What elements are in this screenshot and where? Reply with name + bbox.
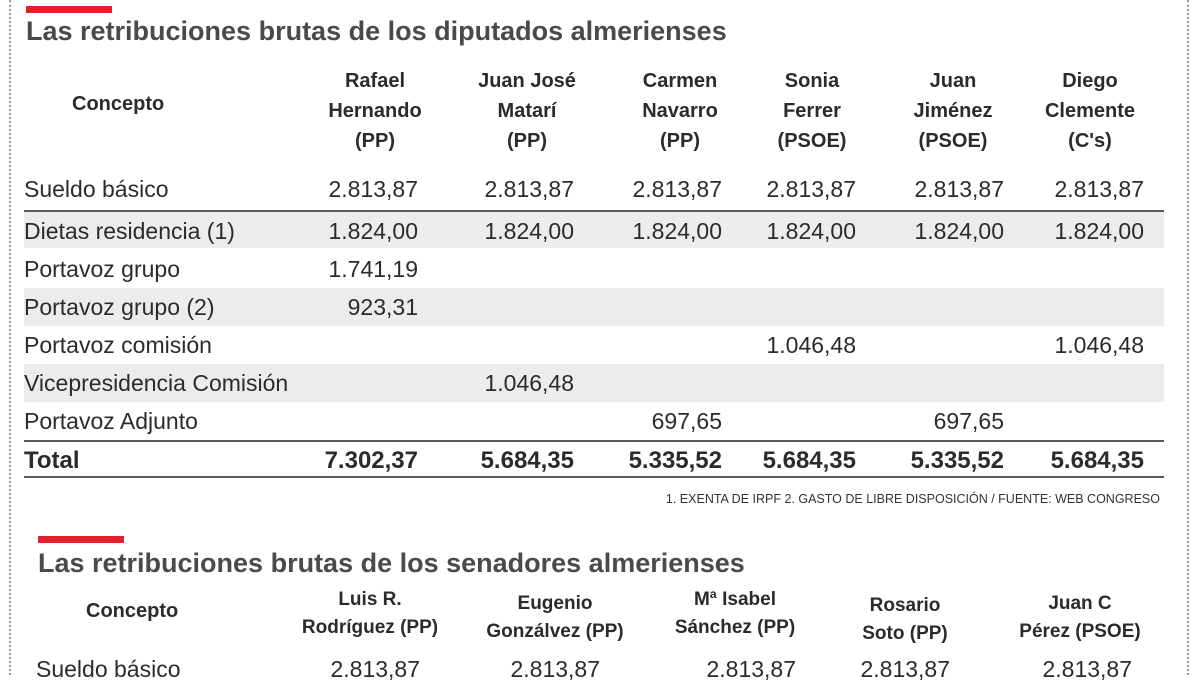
value-cell [278, 364, 418, 402]
column-header-carmen-navarro: Carmen Navarro (PP) [642, 70, 718, 152]
value-cell: 1.046,48 [484, 370, 574, 396]
value-cell [716, 250, 856, 288]
table-row [24, 210, 1164, 248]
total-row [24, 440, 1164, 478]
table-row [36, 650, 1166, 688]
row-label: Vicepresidencia Comisión [24, 370, 289, 396]
value-cell: 2.813,87 [706, 656, 796, 682]
value-cell: 1.046,48 [766, 332, 856, 358]
value-cell: 1.824,00 [328, 218, 418, 244]
value-cell [434, 326, 574, 364]
table-row [24, 364, 1164, 402]
concept-header: Concepto [72, 93, 165, 115]
row-label: Portavoz comisión [24, 332, 212, 358]
value-cell: 5.684,35 [480, 447, 574, 474]
concept-header: Concepto [86, 600, 179, 622]
table-row [24, 288, 1164, 326]
value-cell: 5.335,52 [910, 447, 1004, 474]
column-header-isabel-sanchez: Mª Isabel Sánchez (PP) [674, 589, 796, 638]
value-cell [582, 326, 722, 364]
value-cell [434, 250, 574, 288]
column-header-juan-c-perez: Juan C Pérez (PSOE) [1019, 593, 1141, 642]
value-cell [582, 250, 722, 288]
value-cell: 697,65 [933, 408, 1004, 434]
value-cell: 1.824,00 [484, 218, 574, 244]
column-header-rafael-hernando: Rafael Hernando (PP) [328, 70, 422, 152]
value-cell [716, 402, 856, 440]
table-row [24, 402, 1164, 440]
value-cell: 1.824,00 [766, 218, 856, 244]
value-cell [278, 402, 418, 440]
value-cell: 923,31 [347, 294, 418, 320]
column-header-luis-rodriguez: Luis R. Rodríguez (PP) [301, 589, 439, 638]
row-label: Portavoz grupo [24, 256, 180, 282]
value-cell: 2.813,87 [632, 176, 722, 202]
value-cell [1004, 250, 1144, 288]
row-label: Dietas residencia (1) [24, 218, 235, 244]
value-cell: 5.335,52 [628, 447, 722, 474]
value-cell: 5.684,35 [1050, 447, 1144, 474]
value-cell: 1.824,00 [914, 218, 1004, 244]
column-header-juan-jose-matari: Juan José Matarí (PP) [478, 70, 576, 152]
value-cell [864, 250, 1004, 288]
value-cell: 2.813,87 [860, 656, 950, 682]
value-cell [1004, 364, 1144, 402]
table-row [24, 250, 1164, 288]
value-cell: 1.824,00 [1054, 218, 1144, 244]
value-cell [864, 288, 1004, 326]
value-cell: 2.813,87 [510, 656, 600, 682]
row-label: Total [24, 447, 80, 474]
value-cell: 2.813,87 [1042, 656, 1132, 682]
value-cell: 697,65 [651, 408, 722, 434]
value-cell [434, 402, 574, 440]
row-label: Sueldo básico [24, 176, 169, 202]
value-cell [582, 364, 722, 402]
deputies-title: Las retribuciones brutas de los diputados almerienses [26, 16, 727, 46]
value-cell: 2.813,87 [330, 656, 420, 682]
value-cell: 1.824,00 [632, 218, 722, 244]
column-header-diego-clemente: Diego Clemente (C's) [1044, 70, 1136, 152]
column-header-sonia-ferrer: Sonia Ferrer (PSOE) [777, 70, 847, 152]
value-cell: 2.813,87 [1054, 176, 1144, 202]
value-cell [716, 364, 856, 402]
value-cell [582, 288, 722, 326]
red-accent-bar [38, 536, 124, 543]
value-cell [1004, 402, 1144, 440]
right-dotted-border [1187, 0, 1189, 675]
value-cell: 2.813,87 [484, 176, 574, 202]
footnote: 1. EXENTA DE IRPF 2. GASTO DE LIBRE DISPOSICIÓN / FUENTE: WEB CONGRESO [665, 492, 1160, 506]
column-header-eugenio-gonzalvez: Eugenio Gonzálvez (PP) [486, 593, 624, 642]
column-header-rosario-soto: Rosario Soto (PP) [862, 595, 948, 644]
value-cell [434, 288, 574, 326]
value-cell: 2.813,87 [328, 176, 418, 202]
value-cell [1004, 288, 1144, 326]
value-cell [278, 326, 418, 364]
red-accent-bar [26, 6, 112, 13]
table-row [24, 170, 1164, 208]
table-row [24, 326, 1164, 364]
value-cell: 2.813,87 [914, 176, 1004, 202]
value-cell: 2.813,87 [766, 176, 856, 202]
senators-title: Las retribuciones brutas de los senadores almerienses [38, 548, 745, 578]
row-label: Sueldo básico [36, 656, 181, 682]
row-label: Portavoz grupo (2) [24, 294, 215, 320]
value-cell [864, 326, 1004, 364]
value-cell [864, 364, 1004, 402]
left-dotted-border [9, 0, 11, 675]
value-cell: 7.302,37 [324, 447, 418, 474]
value-cell: 5.684,35 [762, 447, 856, 474]
row-label: Portavoz Adjunto [24, 408, 198, 434]
value-cell: 1.741,19 [328, 256, 418, 282]
value-cell: 1.046,48 [1054, 332, 1144, 358]
value-cell [716, 288, 856, 326]
column-header-juan-jimenez: Juan Jiménez (PSOE) [913, 70, 993, 152]
